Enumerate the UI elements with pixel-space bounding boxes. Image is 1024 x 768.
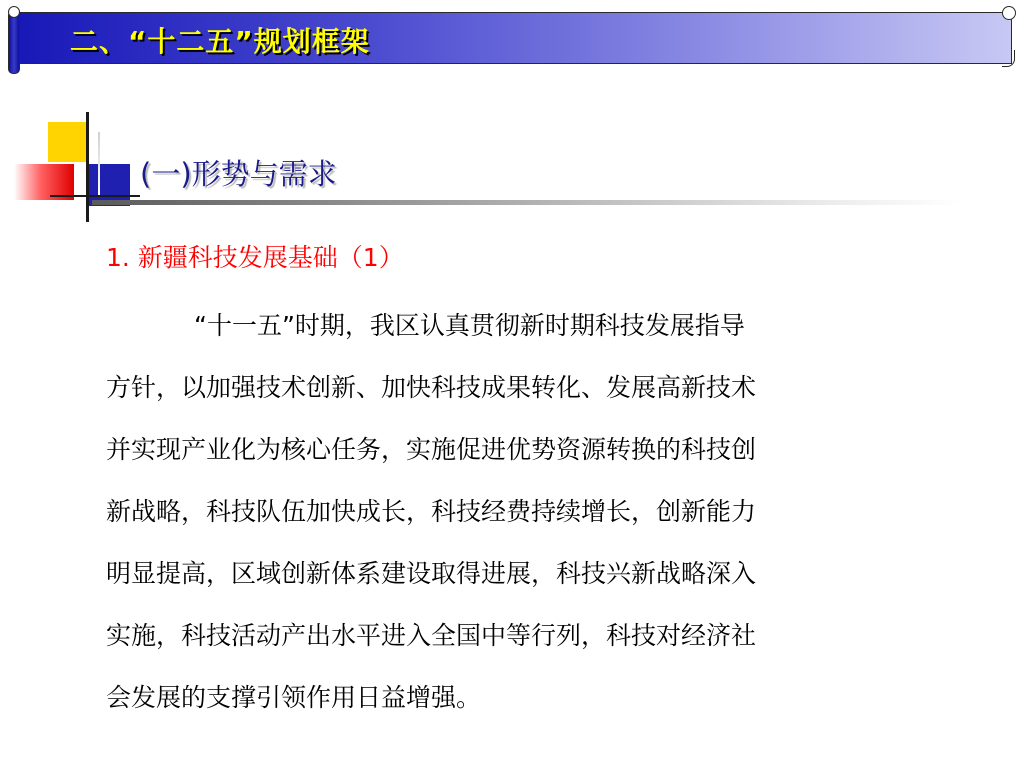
decor-faint-line: [98, 132, 100, 196]
body-line: 并实现产业化为核心任务，实施促进优势资源转换的科技创: [106, 435, 757, 464]
title-banner-scroll: [8, 6, 1016, 68]
scroll-right-edge: [1002, 50, 1015, 67]
slide-title: 二、“十二五”规划框架: [70, 25, 370, 58]
body-line: 新战略，科技队伍加快成长，科技经费持续增长，创新能力: [106, 497, 757, 526]
section-label: 1. 新疆科技发展基础（1）: [106, 243, 404, 272]
body-paragraph: [106, 295, 916, 729]
decor-yellow-square: [48, 122, 88, 162]
scroll-left-roll: [8, 10, 20, 74]
body-line: 实施，科技活动产出水平进入全国中等行列，科技对经济社: [106, 621, 757, 650]
scroll-left-curl: [8, 6, 20, 18]
section-subheading: (一)形势与需求: [140, 157, 337, 191]
decor-horizontal-line: [50, 195, 140, 197]
body-line: 方针，以加强技术创新、加快科技成果转化、发展高新技术: [106, 373, 757, 402]
body-line: 明显提高，区域创新体系建设取得进展，科技兴新战略深入: [106, 559, 757, 588]
body-line: 会发展的支撑引领作用日益增强。: [106, 683, 482, 712]
decor-vertical-line: [86, 112, 89, 222]
body-line: “十一五”时期，我区认真贯彻新时期科技发展指导: [194, 311, 745, 340]
scroll-right-curl: [1002, 6, 1016, 20]
subheading-rule: [92, 200, 962, 205]
